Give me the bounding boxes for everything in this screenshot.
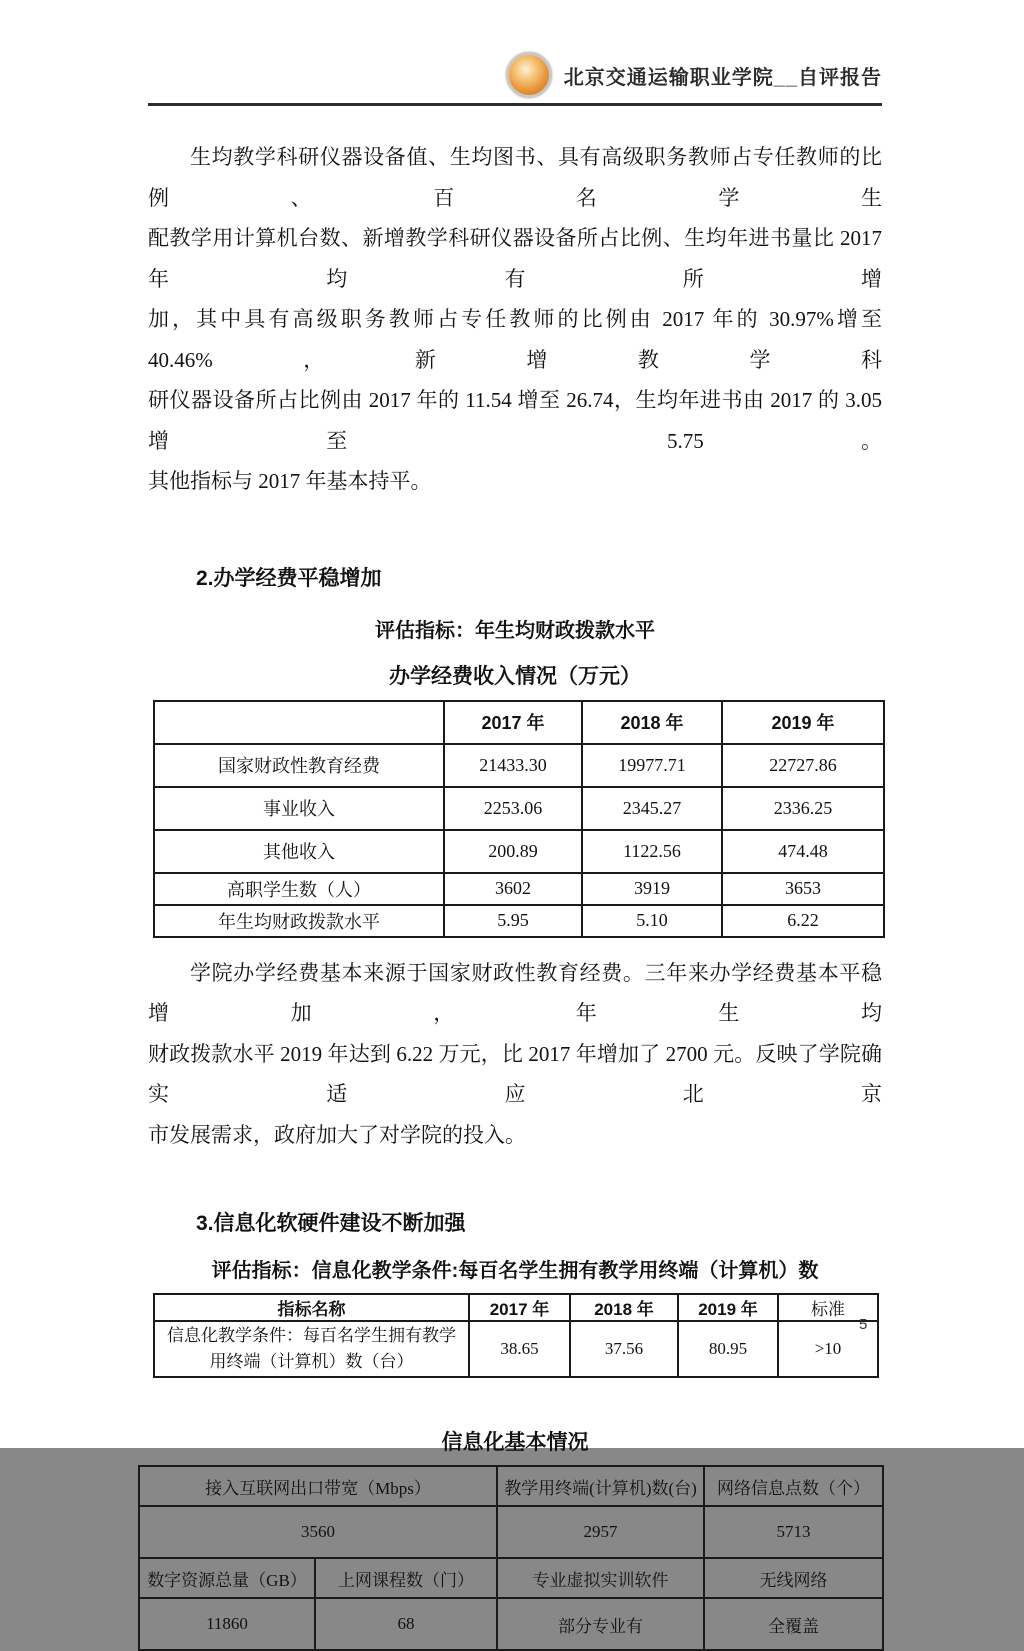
table-cell: 2345.27 <box>582 787 722 830</box>
table-cell: 22727.86 <box>722 744 884 787</box>
table-cell: 2957 <box>497 1506 704 1558</box>
table-cell: 接入互联网出口带宽（Mbps） <box>139 1466 497 1506</box>
table-cell: >10 <box>778 1321 878 1377</box>
table-cell: 其他收入 <box>154 830 444 873</box>
table-row <box>154 744 884 787</box>
table-cell: 2018 年 <box>570 1294 678 1321</box>
page-content <box>148 0 882 1651</box>
table-cell: 指标名称 <box>154 1294 469 1321</box>
table-cell: 网络信息点数（个） <box>704 1466 883 1506</box>
table-cell: 5.95 <box>444 905 582 937</box>
table-cell: 19977.71 <box>582 744 722 787</box>
paragraph-line: 财政拨款水平 2019 年达到 6.22 万元，比 2017 年增加了 2700 元。反映了学院确实适应北京 <box>148 1041 882 1106</box>
table-cell: 5.10 <box>582 905 722 937</box>
table-row <box>139 1598 883 1650</box>
table-cell: 5713 <box>704 1506 883 1558</box>
it-indicator-table <box>153 1293 879 1378</box>
table-cell: 2018 年 <box>582 701 722 744</box>
table-cell: 2017 年 <box>444 701 582 744</box>
table-row <box>154 1321 878 1377</box>
page-number: 5 <box>859 1316 868 1333</box>
it-basic-table-title: 信息化基本情况 <box>441 1431 589 1454</box>
table-cell: 专业虚拟实训软件 <box>497 1558 704 1598</box>
table-cell: 全覆盖 <box>704 1598 883 1650</box>
table-cell: 38.65 <box>469 1321 570 1377</box>
table-cell: 200.89 <box>444 830 582 873</box>
table-header-row <box>154 701 884 744</box>
funding-table <box>153 700 885 938</box>
table-cell: 68 <box>315 1598 497 1650</box>
table-row <box>139 1506 883 1558</box>
section-2-heading: 2.办学经费平稳增加 <box>196 566 382 590</box>
header-title: 北京交通运输职业学院__自评报告 <box>563 66 882 89</box>
table-cell: 上网课程数（门） <box>315 1558 497 1598</box>
paragraph-line: 加，其中具有高级职务教师占专任教师的比例由 2017 年的 30.97%增至 40.46%，新增教学科 <box>148 307 882 372</box>
table-cell: 2019 年 <box>722 701 884 744</box>
table-cell <box>154 701 444 744</box>
section-3-indicator: 评估指标：信息化教学条件:每百名学生拥有教学用终端（计算机）数 <box>211 1260 819 1282</box>
table-cell: 高职学生数（人） <box>154 873 444 905</box>
table-cell: 80.95 <box>678 1321 778 1377</box>
table-row <box>154 905 884 937</box>
header-rule <box>148 103 882 106</box>
table-cell: 2336.25 <box>722 787 884 830</box>
table-cell: 37.56 <box>570 1321 678 1377</box>
table-header-row <box>139 1466 883 1506</box>
table-cell: 3602 <box>444 873 582 905</box>
paragraph-line: 其他指标与 2017 年基本持平。 <box>148 469 432 493</box>
table-cell: 部分专业有 <box>497 1598 704 1650</box>
table-cell: 21433.30 <box>444 744 582 787</box>
table-cell: 1122.56 <box>582 830 722 873</box>
table-cell: 标准 <box>778 1294 878 1321</box>
paragraph-line: 生均教学科研仪器设备值、生均图书、具有高级职务教师占专任教师的比例、百名学生 <box>148 145 882 210</box>
table-cell: 11860 <box>139 1598 315 1650</box>
table-row <box>154 873 884 905</box>
table-header-row <box>139 1558 883 1598</box>
table-header-row <box>154 1294 878 1321</box>
college-seal-icon <box>506 52 552 98</box>
table-cell: 信息化教学条件：每百名学生拥有教学用终端（计算机）数（台） <box>154 1321 469 1377</box>
table-cell: 3560 <box>139 1506 497 1558</box>
section-2-indicator: 评估指标：年生均财政拨款水平 <box>375 619 655 642</box>
paragraph-line: 配教学用计算机台数、新增教学科研仪器设备所占比例、生均年进书量比 2017 年均有所增 <box>148 226 882 291</box>
table-cell: 2019 年 <box>678 1294 778 1321</box>
table-cell: 3919 <box>582 873 722 905</box>
table-cell: 国家财政性教育经费 <box>154 744 444 787</box>
paragraph-2 <box>148 953 882 1156</box>
table-cell: 474.48 <box>722 830 884 873</box>
table-cell: 教学用终端(计算机)数(台) <box>497 1466 704 1506</box>
table-cell: 数字资源总量（GB） <box>139 1558 315 1598</box>
table-cell: 2253.06 <box>444 787 582 830</box>
table-row <box>154 787 884 830</box>
table-cell: 2017 年 <box>469 1294 570 1321</box>
section-3-heading: 3.信息化软硬件建设不断加强 <box>196 1212 466 1235</box>
page-header <box>148 0 882 98</box>
paragraph-line: 学院办学经费基本来源于国家财政性教育经费。三年来办学经费基本平稳增加，年生均 <box>148 960 882 1025</box>
funding-table-title: 办学经费收入情况（万元） <box>389 664 641 688</box>
table-cell: 6.22 <box>722 905 884 937</box>
it-basic-table <box>138 1465 884 1651</box>
table-row <box>154 830 884 873</box>
table-cell: 事业收入 <box>154 787 444 830</box>
table-cell: 无线网络 <box>704 1558 883 1598</box>
table-cell: 3653 <box>722 873 884 905</box>
paragraph-line: 研仪器设备所占比例由 2017 年的 11.54 增至 26.74，生均年进书由 2017 的 3.05 增至 5.75。 <box>148 388 882 453</box>
paragraph-1 <box>148 137 882 502</box>
table-cell: 年生均财政拨款水平 <box>154 905 444 937</box>
paragraph-line: 市发展需求，政府加大了对学院的投入。 <box>148 1122 526 1147</box>
